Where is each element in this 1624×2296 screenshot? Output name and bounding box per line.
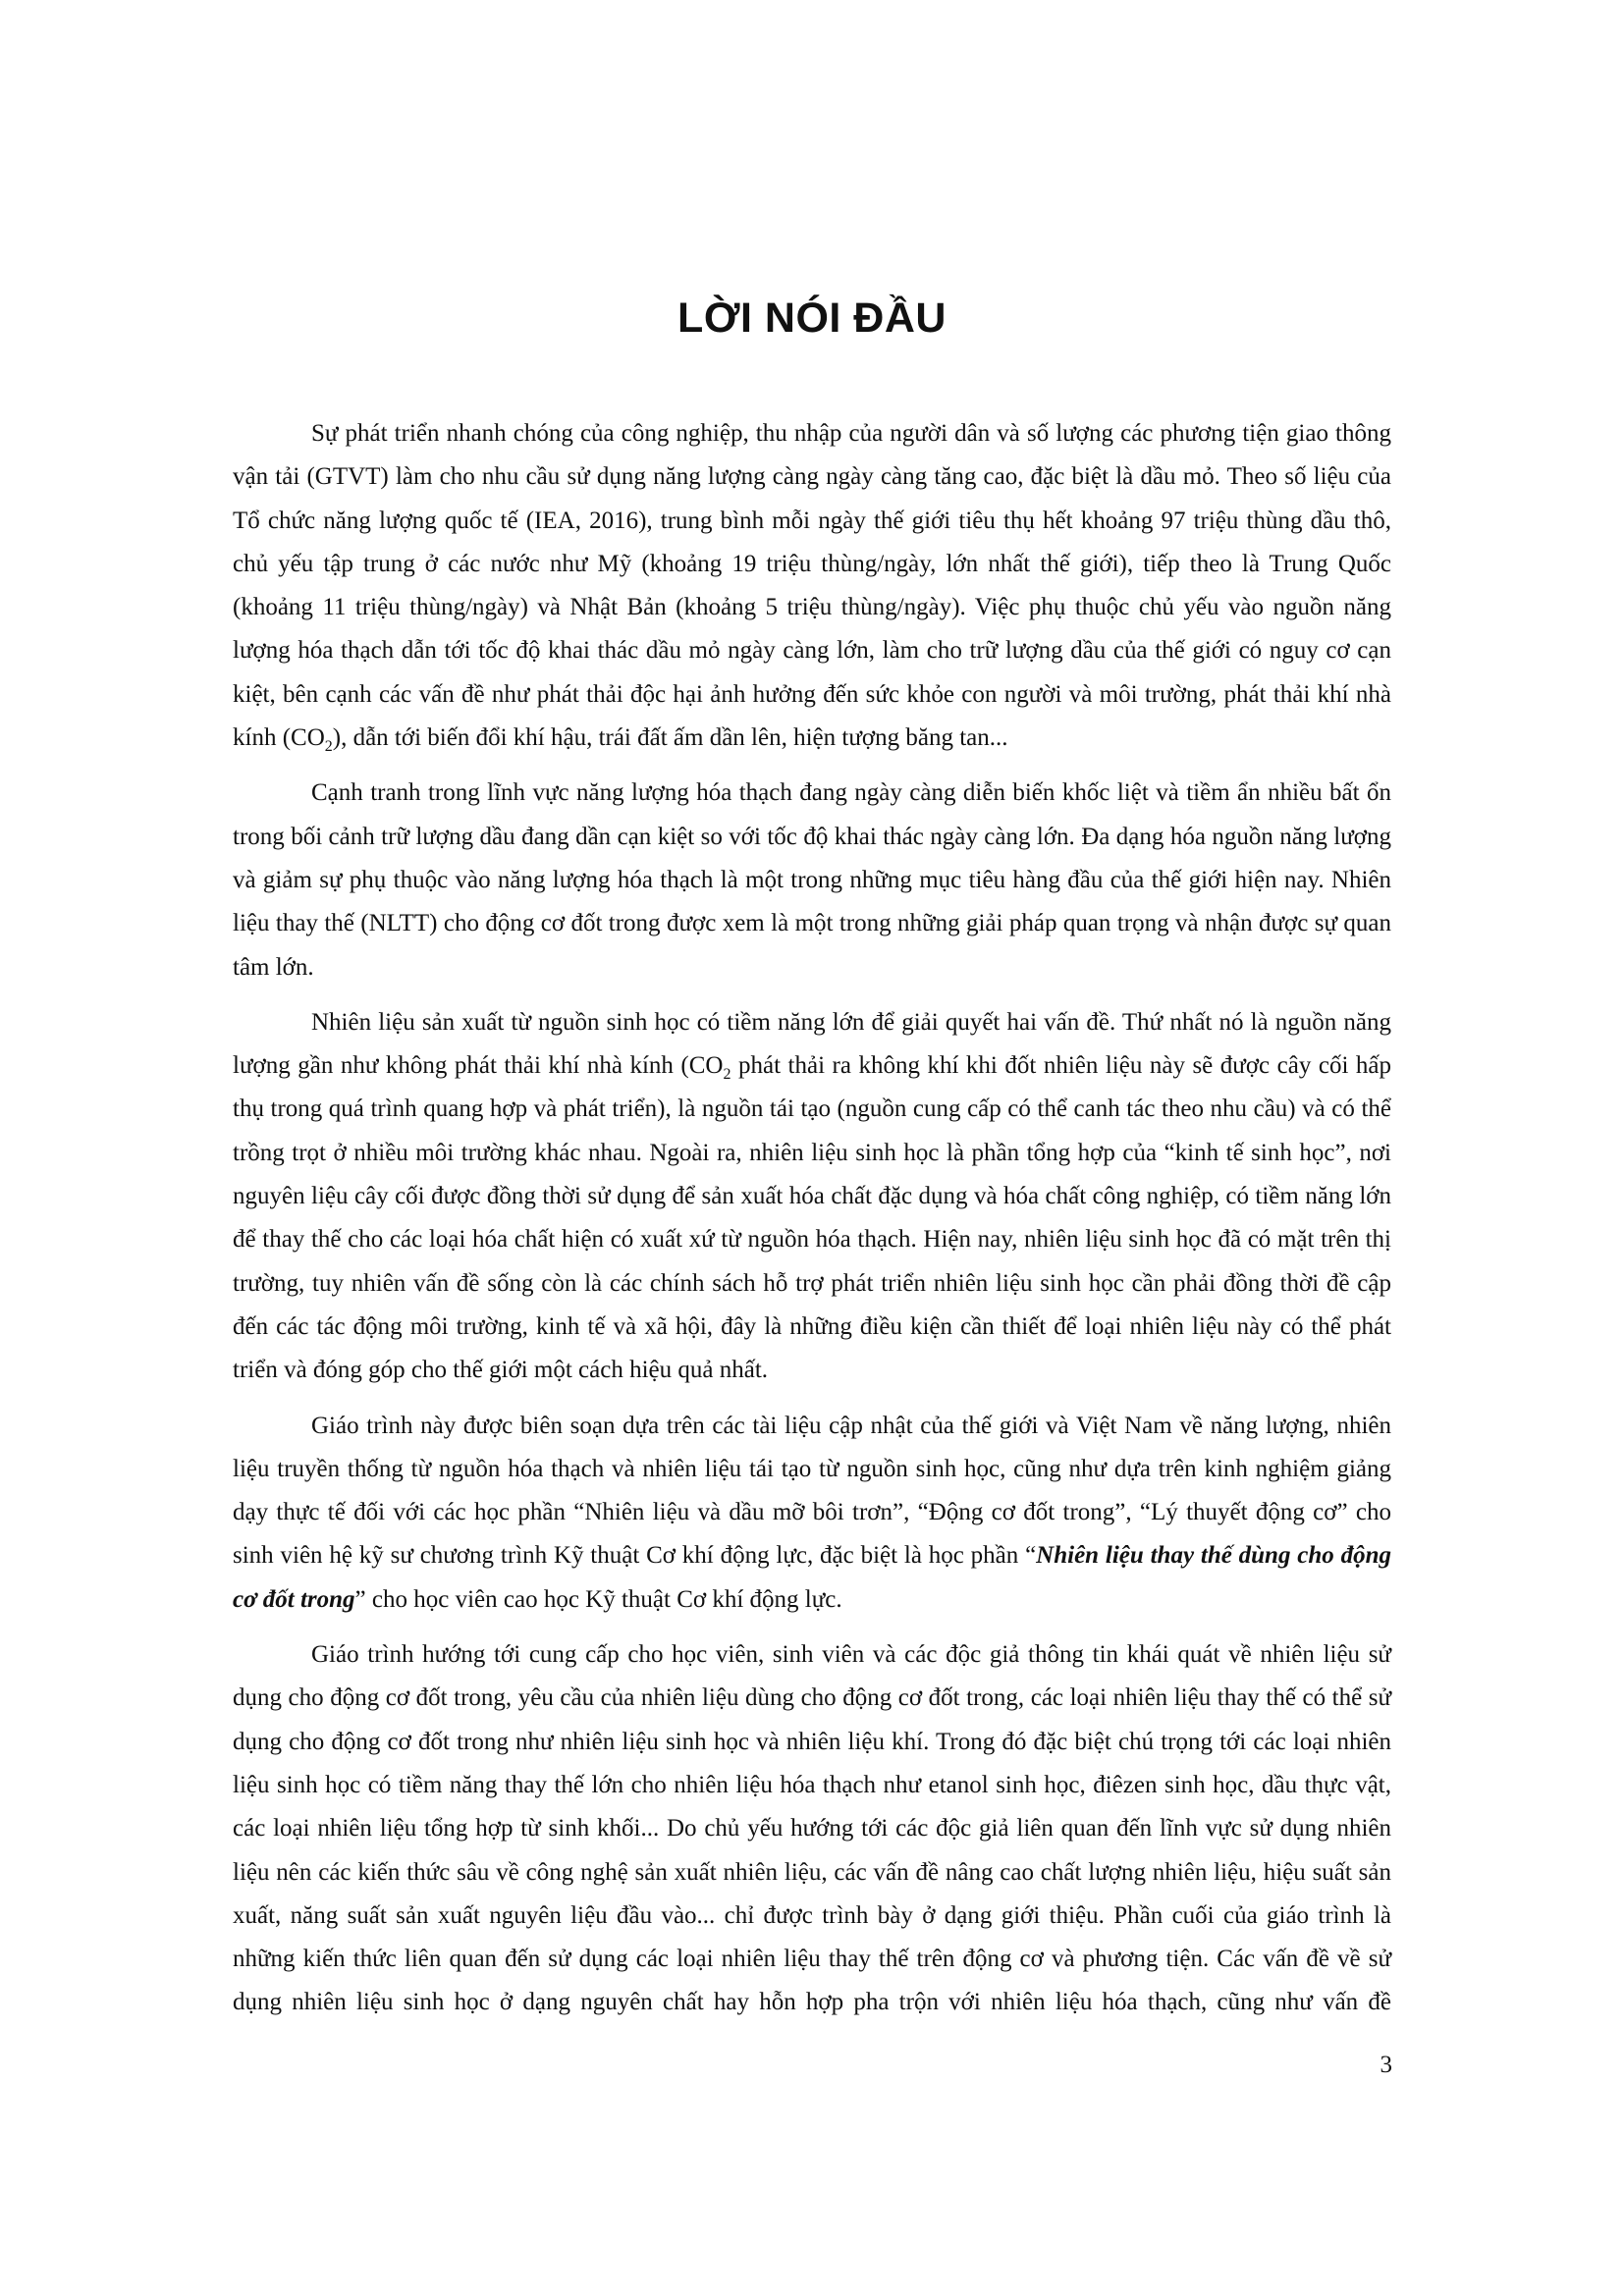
paragraph-1-end: ), dẫn tới biến đổi khí hậu, trái đất ấm dần lên, hiện tượng băng tan...	[332, 724, 1008, 752]
paragraph-5: Giáo trình hướng tới cung cấp cho học viên, sinh viên và các độc giả thông tin khái quát về nhiên liệu sử dụng cho động cơ đốt trong, yêu cầu của nhiên liệu dùng cho động cơ đốt trong, các loại nhiên liệu thay thế có thể sử dụng cho động cơ đốt trong như nhiên liệu sinh học và nhiên liệu khí. Trong đó đặc biệt chú trọng tới các loại nhiên liệu sinh học có tiềm năng thay thế lớn cho nhiên liệu hóa thạch như etanol sinh học, điêzen sinh học, dầu thực vật, các loại nhiên liệu tổng hợp từ sinh khối... Do chủ yếu hướng tới các độc giả liên quan đến lĩnh vực sử dụng nhiên liệu nên các kiến thức sâu về công nghệ sản xuất nhiên liệu, các vấn đề nâng cao chất lượng nhiên liệu, hiệu suất sản xuất, năng suất sản xuất nguyên liệu đầu vào... chỉ được trình bày ở dạng giới thiệu. Phần cuối của giáo trình là những kiến thức liên quan đến sử dụng các loại nhiên liệu thay thế trên động cơ và phương tiện. Các vấn đề về sử dụng nhiên liệu sinh học ở dạng nguyên chất hay hỗn hợp pha trộn với nhiên liệu hóa thạch, cũng như vấn đề	[233, 1641, 1391, 2016]
page-title: LỜI NÓI ĐẦU	[677, 294, 947, 342]
paragraph-1-subscript: 2	[324, 738, 333, 756]
page-number: 3	[1380, 2052, 1392, 2078]
paragraph-3	[233, 1001, 1391, 1393]
paragraph-3-subscript: 2	[723, 1066, 731, 1084]
paragraph-3-text-b: phát thải ra không khí khi đốt nhiên liệu này sẽ được cây cối hấp thụ trong quá trình quang hợp và phát triển), là nguồn tái tạo (nguồn cung cấp có thể canh tác theo nhu cầu) và có thể trồng trọt ở nhiều môi trường khác nhau. Ngoài ra, nhiên liệu sinh học là phần tổng hợp của “kinh tế sinh học”, nơi nguyên liệu cây cối được đồng thời sử dụng để sản xuất hóa chất đặc dụng và hóa chất công nghiệp, có tiềm năng lớn để thay thế cho các loại hóa chất hiện có xuất xứ từ nguồn hóa thạch. Hiện nay, nhiên liệu sinh học đã có mặt trên thị trường, tuy nhiên vấn đề sống còn là các chính sách hỗ trợ phát triển nhiên liệu sinh học cần phải đồng thời đề cập đến các tác động môi trường, kinh tế và xã hội, đây là những điều kiện cần thiết để loại nhiên liệu này có thể phát triển và đóng góp cho thế giới một cách hiệu quả nhất.	[233, 1052, 1391, 1384]
paragraph-4-text-a: Giáo trình này được biên soạn dựa trên các tài liệu cập nhật của thế giới và Việt Nam về năng lượng, nhiên liệu truyền thống từ nguồn hóa thạch và nhiên liệu tái tạo từ nguồn sinh học, cũng như dựa trên kinh nghiệm giảng dạy thực tế đối với các học phần “Nhiên liệu và dầu mỡ bôi trơn”, “Động cơ đốt trong”, “Lý thuyết động cơ” cho sinh viên hệ kỹ sư chương trình Kỹ thuật Cơ khí động lực, đặc biệt là học phần “	[233, 1412, 1391, 1570]
paragraph-1	[233, 412, 1391, 760]
paragraph-1-text: Sự phát triển nhanh chóng của công nghiệp, thu nhập của người dân và số lượng các phương tiện giao thông vận tải (GTVT) làm cho nhu cầu sử dụng năng lượng càng ngày càng tăng cao, đặc biệt là dầu mỏ. Theo số liệu của Tổ chức năng lượng quốc tế (IEA, 2016), trung bình mỗi ngày thế giới tiêu thụ hết khoảng 97 triệu thùng dầu thô, chủ yếu tập trung ở các nước như Mỹ (khoảng 19 triệu thùng/ngày, lớn nhất thế giới), tiếp theo là Trung Quốc (khoảng 11 triệu thùng/ngày) và Nhật Bản (khoảng 5 triệu thùng/ngày). Việc phụ thuộc chủ yếu vào nguồn năng lượng hóa thạch dẫn tới tốc độ khai thác dầu mỏ ngày càng lớn, làm cho trữ lượng dầu của thế giới có nguy cơ cạn kiệt, bên cạnh các vấn đề như phát thải độc hại ảnh hưởng đến sức khỏe con người và môi trường, phát thải khí nhà kính (CO	[233, 420, 1391, 752]
paragraph-4	[233, 1405, 1391, 1622]
paragraph-4-text-b: ” cho học viên cao học Kỹ thuật Cơ khí động lực.	[354, 1585, 842, 1613]
paragraph-2: Cạnh tranh trong lĩnh vực năng lượng hóa thạch đang ngày càng diễn biến khốc liệt và tiềm ẩn nhiều bất ổn trong bối cảnh trữ lượng dầu đang dần cạn kiệt so với tốc độ khai thác ngày càng lớn. Đa dạng hóa nguồn năng lượng và giảm sự phụ thuộc vào năng lượng hóa thạch là một trong những mục tiêu hàng đầu của thế giới hiện nay. Nhiên liệu thay thế (NLTT) cho động cơ đốt trong được xem là một trong những giải pháp quan trọng và nhận được sự quan tâm lớn.	[233, 779, 1391, 981]
course-name-emphasis: Nhiên liệu thay thế dùng cho động cơ đốt trong	[233, 1542, 1391, 1613]
body-text	[233, 412, 1391, 2037]
paragraph-3-text-a: Nhiên liệu sản xuất từ nguồn sinh học có tiềm năng lớn để giải quyết hai vấn đề. Thứ nhất nó là nguồn năng lượng gần như không phát thải khí nhà kính (CO	[233, 1008, 1391, 1080]
